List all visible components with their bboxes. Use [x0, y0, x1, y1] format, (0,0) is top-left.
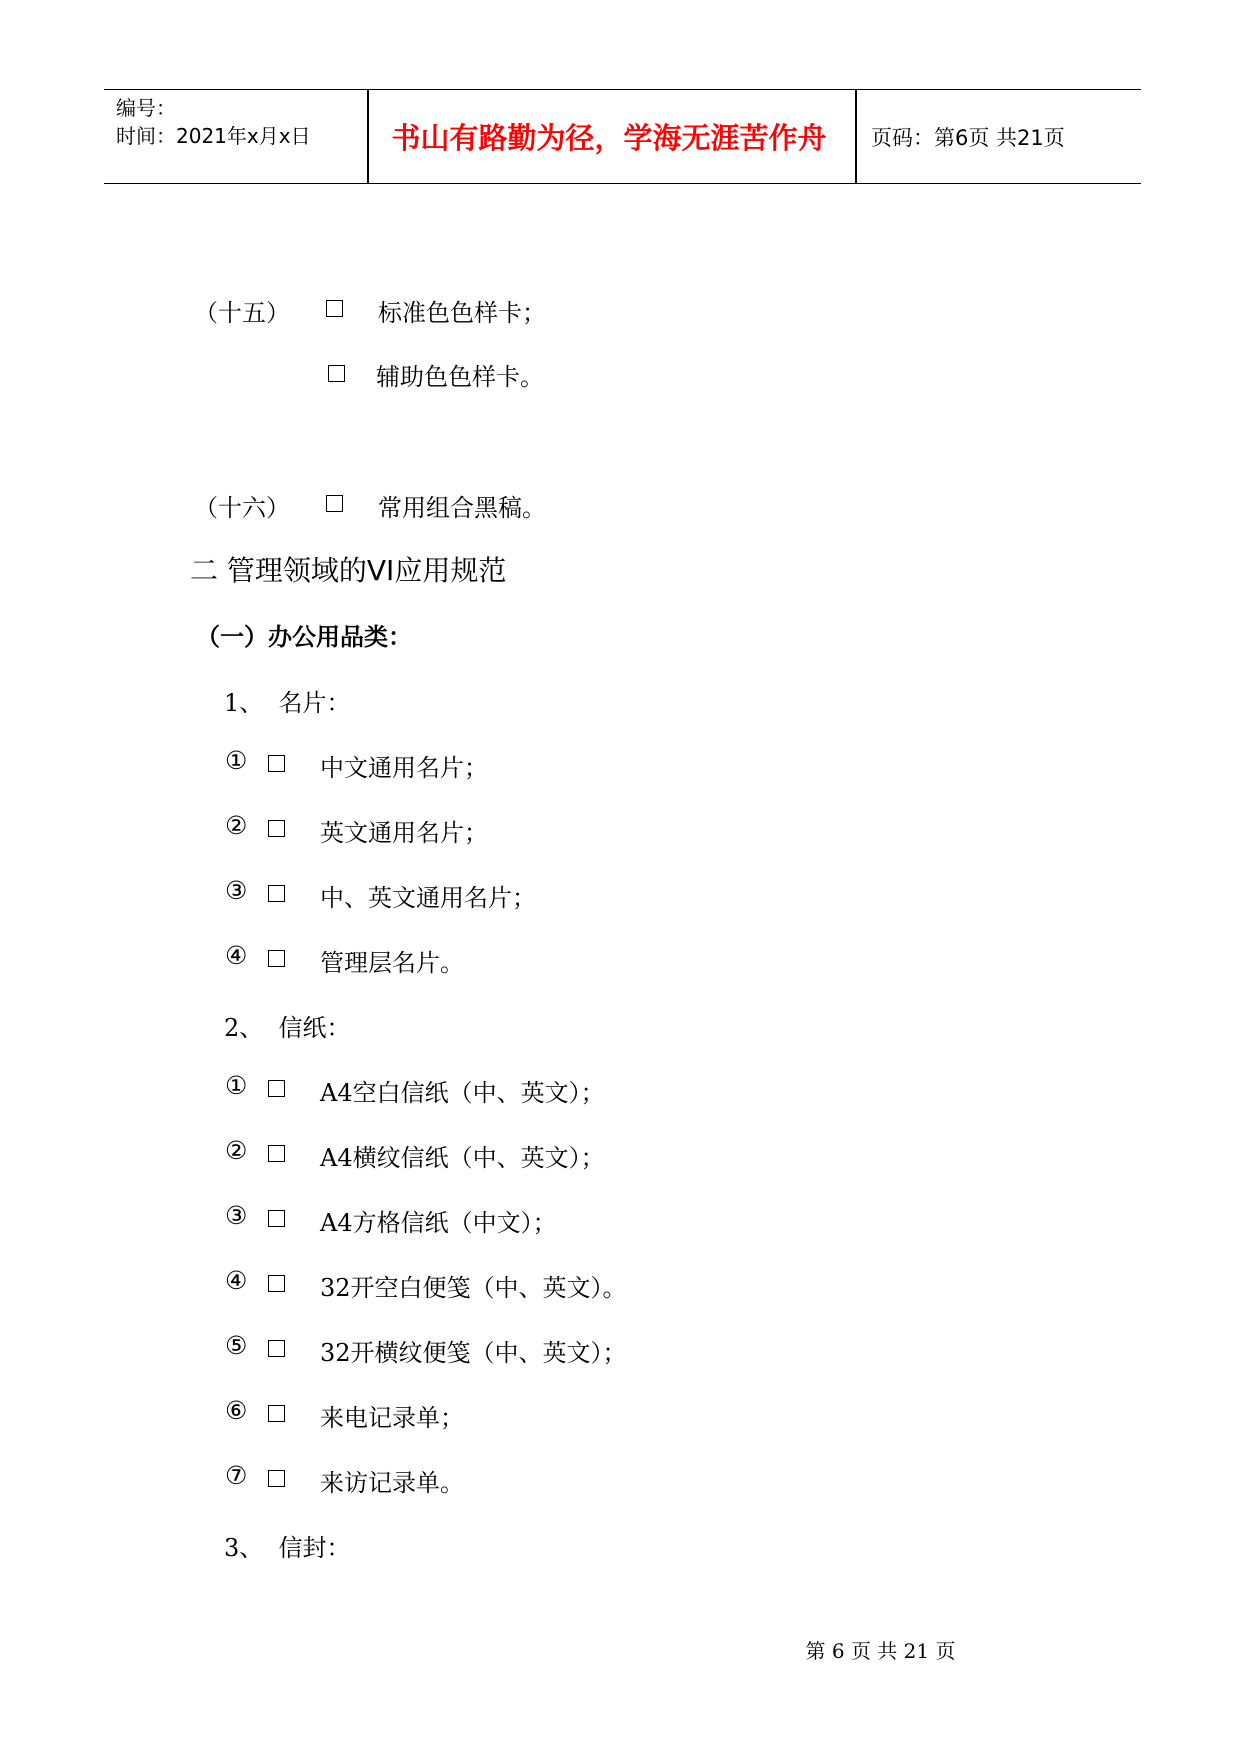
page-footer [0, 1635, 1241, 1664]
checkbox-glyph [268, 885, 285, 902]
header-divider [855, 90, 857, 183]
checkbox-glyph [268, 1405, 285, 1422]
list-item: 32开空白便笺（中、英文）。 [320, 1274, 627, 1302]
subsection-title: （一）办公用品类： [196, 623, 412, 651]
checkbox-glyph [268, 950, 285, 967]
header-page-info: 页码：第6页 共21页 [871, 125, 1065, 150]
document-time-label: 时间：2021年x月x日 [116, 124, 311, 148]
document-number-label: 编号： [116, 96, 176, 120]
group-heading: 2、 信纸： [224, 1014, 351, 1042]
list-number: ① [225, 1071, 248, 1100]
page-header [104, 89, 1141, 184]
group-heading: 3、 信封： [224, 1534, 351, 1562]
list-item: 32开横纹便笺（中、英文）； [320, 1339, 627, 1367]
list-number: ⑦ [225, 1461, 248, 1490]
header-meta [116, 94, 311, 150]
item-marker: （十五） [194, 299, 290, 327]
list-number: ⑥ [225, 1396, 248, 1425]
checkbox-glyph [268, 1145, 285, 1162]
list-item: 管理层名片。 [320, 949, 464, 977]
section-title: 二 管理领域的VI应用规范 [190, 554, 507, 587]
list-number: ④ [225, 941, 248, 970]
list-number: ② [225, 811, 248, 840]
checkbox-glyph [268, 1340, 285, 1357]
group-heading: 1、 名片： [224, 689, 351, 717]
checkbox-glyph [326, 495, 343, 512]
checkbox-glyph [268, 820, 285, 837]
checkbox-glyph [268, 1275, 285, 1292]
list-item: A4方格信纸（中文）； [320, 1209, 557, 1237]
list-number: ③ [225, 1201, 248, 1230]
item-marker: （十六） [194, 494, 290, 522]
item-text: 辅助色色样卡。 [376, 363, 544, 391]
list-item: 英文通用名片； [320, 819, 488, 847]
list-item: A4空白信纸（中、英文）； [320, 1079, 605, 1107]
page-number: 第 6 页 共 21 页 [805, 1639, 956, 1663]
checkbox-glyph [268, 1080, 285, 1097]
list-item: A4横纹信纸（中、英文）； [320, 1144, 605, 1172]
checkbox-glyph [268, 1210, 285, 1227]
list-item: 来访记录单。 [320, 1469, 464, 1497]
header-motto: 书山有路勤为径，学海无涯苦作舟 [391, 121, 827, 155]
checkbox-glyph [268, 1470, 285, 1487]
list-number: ③ [225, 876, 248, 905]
list-item: 中文通用名片； [320, 754, 488, 782]
list-number: ④ [225, 1266, 248, 1295]
list-number: ① [225, 746, 248, 775]
list-number: ⑤ [225, 1331, 248, 1360]
checkbox-glyph [326, 300, 343, 317]
item-text: 标准色色样卡； [378, 299, 546, 327]
item-text: 常用组合黑稿。 [378, 494, 546, 522]
list-number: ② [225, 1136, 248, 1165]
list-item: 中、英文通用名片； [320, 884, 536, 912]
list-item: 来电记录单； [320, 1404, 464, 1432]
checkbox-glyph [268, 755, 285, 772]
checkbox-glyph [328, 365, 345, 382]
